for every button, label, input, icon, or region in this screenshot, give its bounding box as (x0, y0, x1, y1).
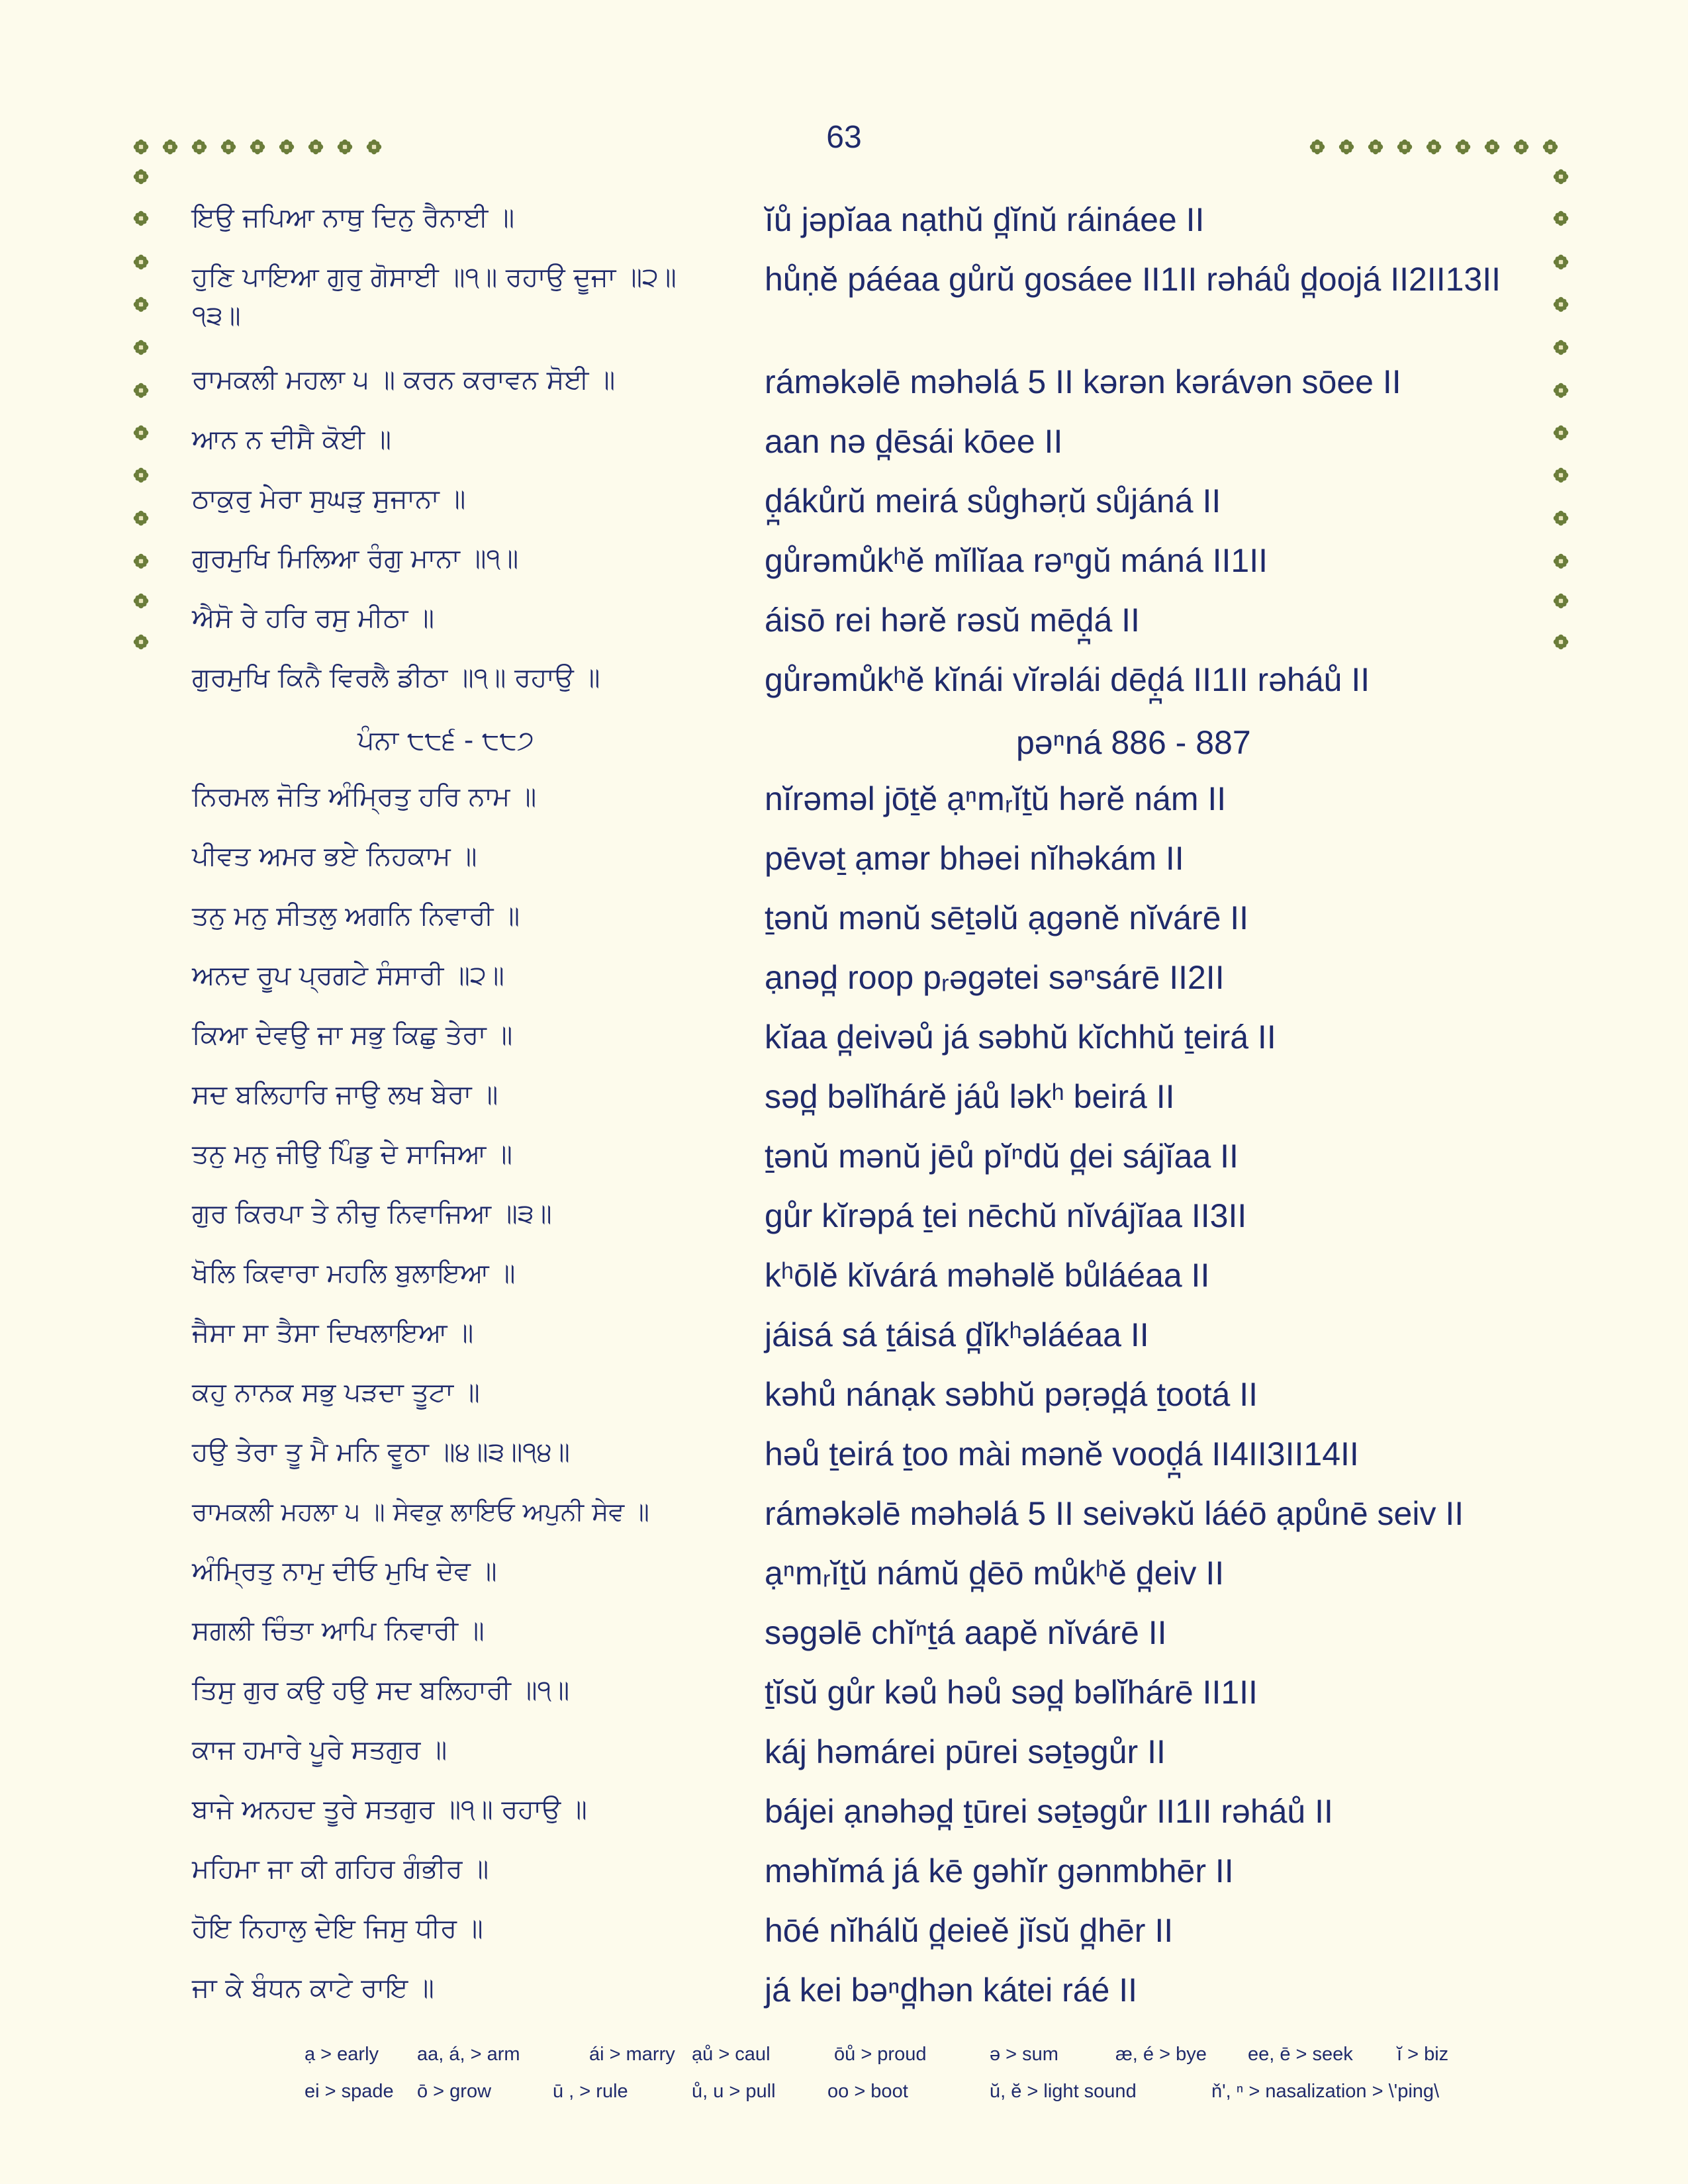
legend-entry: ū , > rule (553, 2081, 628, 2102)
flower-icon (191, 139, 207, 155)
flower-icon (133, 593, 149, 609)
legend-entry: ei > spade (305, 2081, 394, 2102)
flower-icon (133, 139, 149, 155)
flower-icon (308, 139, 324, 155)
transliteration-text: ṯənŭ mənŭ jēů pĭⁿdŭ d̪ei sájĭaa II (765, 1138, 1239, 1175)
transliteration-text: ạnəd̪ roop pᵣəgətei səⁿsárē II2II (765, 959, 1225, 996)
flower-icon (1553, 254, 1569, 270)
legend-entry: ĭ > biz (1397, 2044, 1449, 2065)
flower-icon (1397, 139, 1413, 155)
transliteration-text: jáisá sá ṯáisá d̪ĭkʰəláéaa II (765, 1316, 1149, 1353)
transliteration-text: gůr kĭrəpá ṯei nēchŭ nĭvájĭaa II3II (765, 1197, 1247, 1234)
flower-icon (1426, 139, 1442, 155)
flower-icon (1553, 296, 1569, 312)
transliteration-text: já kei bəⁿd̪hən kátei ráé II (765, 1972, 1138, 2009)
gurmukhi-text: ਠਾਕੁਰੁ ਮੇਰਾ ਸੁਘੜੁ ਸੁਜਾਨਾ ॥ (192, 484, 466, 514)
legend-entry: ōů > proud (834, 2044, 927, 2065)
transliteration-text: kĭaa d̪eivəů já səbhŭ kĭchhŭ ṯeirá II (765, 1019, 1276, 1056)
flower-icon (1484, 139, 1500, 155)
flower-icon (1513, 139, 1529, 155)
gurmukhi-text: ਖੋਲਿ ਕਿਵਾਰਾ ਮਹਲਿ ਬੁਲਾਇਆ ॥ (192, 1258, 516, 1289)
gurmukhi-text: ਅੰਮ੍ਰਿਤੁ ਨਾਮੁ ਦੀਓ ਮੁਖਿ ਦੇਵ ॥ (192, 1556, 497, 1586)
flower-icon (133, 425, 149, 441)
transliteration-text: həů ṯeirá ṯoo mài mənĕ vooḍ̪á II4II3II14II (765, 1435, 1359, 1473)
gurmukhi-text: ਰਾਮਕਲੀ ਮਹਲਾ ੫ ॥ ਸੇਵਕੁ ਲਾਇਓ ਅਪੁਨੀ ਸੇਵ ॥ (192, 1497, 649, 1526)
flower-icon (133, 254, 149, 270)
legend-entry: ə > sum (990, 2044, 1058, 2065)
transliteration-text: ạⁿmᵣĭṯŭ námŭ d̪ēō můkʰĕ d̪eiv II (765, 1555, 1225, 1592)
gurmukhi-text: ਨਿਰਮਲ ਜੋਤਿ ਅੰਮ੍ਰਿਤੁ ਹਰਿ ਨਾਮ ॥ (192, 782, 537, 812)
transliteration-text: ṯĭsŭ gůr kəů həů səd̪ bəlĭhárē II1II (765, 1674, 1258, 1711)
legend-entry: ňʹ, ⁿ > nasalization > \'ping\ (1211, 2081, 1440, 2102)
gurmukhi-heading: ਪੰਨਾ ੮੮੬ - ੮੮੭ (357, 725, 534, 756)
gurmukhi-text: ਤਨੁ ਮਨੁ ਜੀਉ ਪਿੰਡੁ ਦੇ ਸਾਜਿਆ ॥ (192, 1139, 513, 1169)
flower-icon (1553, 553, 1569, 569)
transliteration-text: kəhů nánạk səbhŭ pəṛəd̪á ṯootá II (765, 1376, 1258, 1413)
flower-icon (1553, 169, 1569, 185)
page-number: 63 (826, 120, 862, 155)
transliteration-heading: pəⁿná 886 - 887 (1016, 724, 1251, 761)
gurmukhi-text: ਮਹਿਮਾ ਜਾ ਕੀ ਗਹਿਰ ਗੰਭੀਰ ॥ (192, 1854, 489, 1884)
legend-entry: ái > marry (589, 2044, 675, 2065)
transliteration-text: səd̪ bəlĭhárĕ jáů ləkʰ beirá II (765, 1078, 1175, 1115)
flower-icon (133, 169, 149, 185)
gurmukhi-text: ਸਦ ਬਲਿਹਾਰਿ ਜਾਉ ਲਖ ਬੇਰਾ ॥ (192, 1079, 498, 1110)
transliteration-text: ḍ̪ákůrŭ meirá sůghəṛŭ sůjáná II (765, 482, 1221, 520)
legend-entry: ů, u > pull (692, 2081, 776, 2102)
transliteration-text: káj həmárei pūrei səṯəgůr II (765, 1733, 1166, 1770)
flower-icon (133, 510, 149, 526)
flower-icon (1553, 634, 1569, 650)
flower-icon (1553, 510, 1569, 526)
flower-icon (337, 139, 353, 155)
gurmukhi-text: ਗੁਰਮੁਖਿ ਕਿਨੈ ਵਿਰਲੈ ਡੀਠਾ ॥੧॥ ਰਹਾਉ ॥ (192, 662, 600, 693)
flower-icon (133, 296, 149, 312)
transliteration-text: bájei ạnəhəd̪ ṯūrei səṯəgůr II1II rəháů II (765, 1793, 1333, 1830)
legend-entry: ŭ, ĕ > light sound (990, 2081, 1137, 2102)
legend-entry: aa, á, > arm (417, 2044, 520, 2065)
transliteration-text: áisō rei hərĕ rəsŭ mēḍ̪á II (765, 602, 1140, 639)
transliteration-text: səgəlē chĭⁿṯá aapĕ nĭvárē II (765, 1614, 1167, 1651)
gurmukhi-text: ਬਾਜੇ ਅਨਹਦ ਤੂਰੇ ਸਤਗੁਰ ॥੧॥ ਰਹਾਉ ॥ (192, 1794, 587, 1825)
flower-icon (1553, 210, 1569, 226)
flower-icon (366, 139, 382, 155)
gurmukhi-text: ਗੁਰਮੁਖਿ ਮਿਲਿਆ ਰੰਗੁ ਮਾਨਾ ॥੧॥ (192, 543, 519, 574)
gurmukhi-text: ਹੋਇ ਨਿਹਾਲੁ ਦੇਇ ਜਿਸੁ ਧੀਰ ॥ (192, 1913, 483, 1944)
gurmukhi-text: ਇਉ ਜਪਿਆ ਨਾਥੁ ਦਿਨੁ ਰੈਨਾਈ ॥ (192, 203, 515, 233)
flower-icon (1455, 139, 1471, 155)
legend-entry: ō > grow (417, 2081, 492, 2102)
flower-icon (1553, 383, 1569, 398)
legend-entry: æ, é > bye (1115, 2044, 1207, 2065)
gurmukhi-text: ਐਸੋ ਰੇ ਹਰਿ ਰਸੁ ਮੀਠਾ ॥ (192, 603, 435, 633)
transliteration-text: ṯənŭ mənŭ sēṯəlŭ ạgənĕ nĭvárē II (765, 899, 1249, 936)
transliteration-text: gůrəmůkʰĕ kĭnái vĭrəlái dēḍ̪á II1II rəháů II (765, 661, 1370, 698)
flower-icon (133, 467, 149, 483)
flower-icon (1542, 139, 1558, 155)
flower-icon (133, 553, 149, 569)
gurmukhi-text: ਗੁਰ ਕਿਰਪਾ ਤੇ ਨੀਚੁ ਨਿਵਾਜਿਆ ॥੩॥ (192, 1199, 552, 1229)
legend-entry: ee, ē > seek (1248, 2044, 1353, 2065)
gurmukhi-text: ਤਨੁ ਮਨੁ ਸੀਤਲੁ ਅਗਨਿ ਨਿਵਾਰੀ ॥ (192, 901, 520, 931)
transliteration-text: pēvəṯ ạmər bhəei nĭhəkám II (765, 840, 1184, 877)
flower-icon (1368, 139, 1383, 155)
gurmukhi-text: ਜਾ ਕੇ ਬੰਧਨ ਕਾਟੇ ਰਾਇ ॥ (192, 1973, 434, 2003)
transliteration-text: hůṇĕ páéaa gůrŭ gosáee II1II rəháů d̪oojá II2II13II (765, 261, 1501, 298)
flower-icon (250, 139, 265, 155)
flower-icon (1553, 593, 1569, 609)
gurmukhi-text: ਪੀਵਤ ਅਮਰ ਭਏ ਨਿਹਕਾਮ ॥ (192, 841, 477, 872)
transliteration-text: nĭrəməl jōṯĕ ạⁿmᵣĭṯŭ hərĕ nám II (765, 780, 1227, 817)
transliteration-text: hōé nĭhálŭ d̪eieĕ jĭsŭ d̪hēr II (765, 1912, 1174, 1949)
flower-icon (133, 634, 149, 650)
flower-icon (1338, 139, 1354, 155)
transliteration-text: kʰōlĕ kĭvárá məhəlĕ bůláéaa II (765, 1257, 1210, 1294)
flower-icon (1553, 340, 1569, 355)
legend-entry: oo > boot (827, 2081, 908, 2102)
flower-icon (220, 139, 236, 155)
transliteration-text: rámәkəlē məhəlá 5 II kərən kərávən sōee II (765, 363, 1401, 400)
flower-icon (133, 383, 149, 398)
gurmukhi-text: ਕਾਜ ਹਮਾਰੇ ਪੂਰੇ ਸਤਗੁਰ ॥ (192, 1735, 447, 1765)
legend-entry: ạů > caul (692, 2044, 771, 2065)
transliteration-text: rámәkəlē məhəlá 5 II seivəkŭ láéō ạpůnē seiv II (765, 1495, 1464, 1532)
transliteration-text: məhĭmá já kē gəhĭr gənmbhēr II (765, 1852, 1234, 1889)
gurmukhi-text: ਜੈਸਾ ਸਾ ਤੈਸਾ ਦਿਖਲਾਇਆ ॥ (192, 1318, 474, 1348)
transliteration-text: ĭů jəpĭaa nạthŭ d̪ĭnŭ ráináee II (765, 201, 1205, 238)
transliteration-text: gůrəmůkʰĕ mĭlĭaa rəⁿgŭ máná II1II (765, 542, 1268, 579)
flower-icon (1553, 425, 1569, 441)
transliteration-text: aan nə d̪ēsái kōee II (765, 423, 1063, 460)
gurmukhi-text: ਕਿਆ ਦੇਵਉ ਜਾ ਸਭੁ ਕਿਛੁ ਤੇਰਾ ॥ (192, 1020, 513, 1050)
flower-icon (279, 139, 295, 155)
pronunciation-legend (305, 2044, 1496, 2103)
flower-icon (1553, 467, 1569, 483)
gurmukhi-text: ਸਗਲੀ ਚਿੰਤਾ ਆਪਿ ਨਿਵਾਰੀ ॥ (192, 1615, 485, 1646)
legend-entry: ạ > early (305, 2044, 379, 2065)
gurmukhi-text: ਹੁਣਿ ਪਾਇਆ ਗੁਰੁ ਗੋਸਾਈ ॥੧॥ ਰਹਾਉ ਦੂਜਾ ॥੨॥੧੩॥ (192, 262, 677, 331)
flower-icon (1309, 139, 1325, 155)
gurmukhi-text: ਹਉ ਤੇਰਾ ਤੂ ਮੈ ਮਨਿ ਵੂਠਾ ॥੪॥੩॥੧੪॥ (192, 1437, 571, 1467)
gurmukhi-text: ਅਨਦ ਰੂਪ ਪ੍ਰਗਟੇ ਸੰਸਾਰੀ ॥੨॥ (192, 960, 504, 991)
gurmukhi-text: ਤਿਸੁ ਗੁਰ ਕਉ ਹਉ ਸਦ ਬਲਿਹਾਰੀ ॥੧॥ (192, 1675, 570, 1706)
gurmukhi-text: ਕਹੁ ਨਾਨਕ ਸਭੁ ਪੜਦਾ ਤੂਟਾ ॥ (192, 1377, 480, 1408)
flower-icon (133, 210, 149, 226)
gurmukhi-text: ਰਾਮਕਲੀ ਮਹਲਾ ੫ ॥ ਕਰਨ ਕਰਾਵਨ ਸੋਈ ॥ (192, 365, 616, 395)
flower-icon (133, 340, 149, 355)
flower-icon (162, 139, 178, 155)
gurmukhi-text: ਆਨ ਨ ਦੀਸੈ ਕੋਈ ॥ (192, 424, 391, 455)
